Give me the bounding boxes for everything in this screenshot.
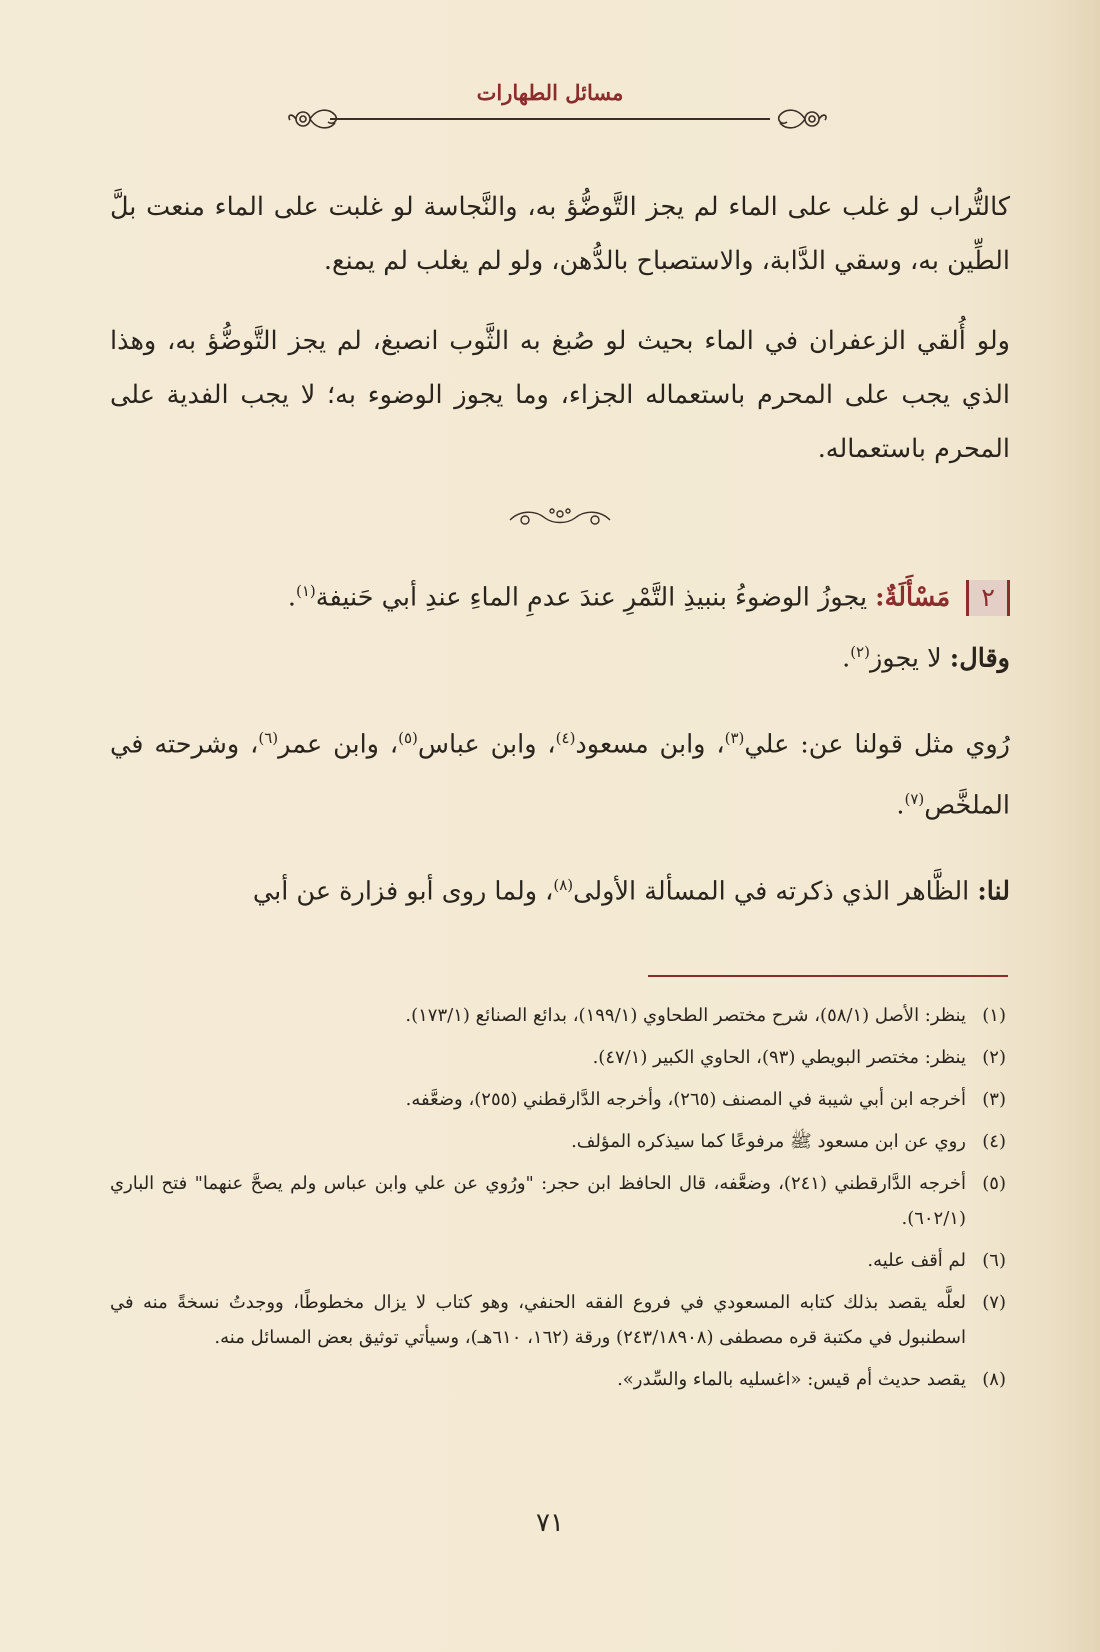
paragraph: ولو أُلقي الزعفران في الماء بحيث لو صُبغ به الثَّوب انصبغ، لم يجز التَّوضُّؤ به، وهذا الذي يجب على المحرم باستعماله الجزاء، وما يجوز الوضوء به؛ لا يجب الفدية على المحرم باستعماله. (110, 326, 1010, 464)
paragraph: كالتُّراب لو غلب على الماء لم يجز التَّوضُّؤ به، والنَّجاسة لو غلبت على الماء منعت بلَّ الطِّين به، وسقي الدَّابة، والاستصباح بالدُّهن، ولو لم يغلب لم يمنع. (110, 192, 1010, 276)
footnote-number: (١) (982, 1005, 1006, 1026)
footnote-ref[interactable]: (٣) (724, 729, 745, 747)
footnote-ref[interactable]: (٦) (258, 729, 279, 747)
issue-heading: ٢ مَسْأَلَةٌ: يجوزُ الوضوءُ بنبيذِ التَّمْرِ عندَ عدمِ الماءِ عندِ أبي حَنيفة$^{(١)}$. (110, 564, 1010, 625)
footnote-ref[interactable]: (٢) (850, 642, 870, 661)
footnote-ref[interactable]: (١) (296, 582, 316, 600)
narrated-paragraph: رُوي مثل قولنا عن: علي$^{(٣)}$، وابن مسعود$^{(٤)}$، وابن عباس$^{(٥)}$، وابن عمر$^{(٦)}$، وشرحته في الملخَّص$^{(٧)}$. (110, 729, 1010, 820)
footnote-number: (٦) (982, 1250, 1006, 1271)
footnote-ref[interactable]: (٤) (555, 729, 576, 747)
footnote-number: (٥) (982, 1173, 1006, 1194)
flourish-icon (505, 502, 615, 532)
footnote-number: (٨) (982, 1369, 1006, 1390)
footnote-item: (٨) يقصد حديث أم قيس: «اغسليه بالماء والسِّدر». (110, 1362, 1006, 1397)
footnote-number: (٧) (982, 1292, 1006, 1313)
footnote-ref[interactable]: (٨) (553, 876, 574, 894)
issue-label: مَسْأَلَةٌ: (875, 582, 951, 613)
section-divider (110, 502, 1010, 542)
footnote-item: (٢) ينظر: مختصر البويطي (٩٣)، الحاوي الكبير (٤٧/١). (110, 1040, 1006, 1075)
page-header (0, 70, 1100, 140)
footnote-ref[interactable]: (٧) (904, 789, 925, 808)
forus-label: لنا: (977, 876, 1010, 907)
issue-number-badge: ٢ (966, 580, 1010, 616)
page-number: ٧١ (536, 1508, 564, 1538)
footnote-number: (٤) (982, 1131, 1006, 1152)
running-title: مسائل الطهارات (476, 80, 624, 105)
footnote-item: (١) ينظر: الأصل (٥٨/١)، شرح مختصر الطحاوي (١٩٩/١)، بدائع الصنائع (١٧٣/١). (110, 998, 1006, 1033)
footnote-item: (٣) أخرجه ابن أبي شيبة في المصنف (٢٦٥)، وأخرجه الدَّارقطني (٢٥٥)، وضعَّفه. (110, 1082, 1006, 1117)
footnote-item: (٦) لم أقف عليه. (110, 1243, 1006, 1278)
said-text: لا يجوز (869, 643, 942, 673)
footnotes (110, 998, 1006, 1404)
scroll-ornament-icon (285, 102, 345, 136)
footnote-item: (٧) لعلَّه يقصد بذلك كتابه المسعودي في فروع الفقه الحنفي، وهو كتاب لا يزال مخطوطًا، ووجدتُ نسخةً منه في اسطنبول في مكتبة قره مصطفى (٢٤٣/١٨٩٠٨) ورقة (١٦٢، ٦١٠هـ)، وسيأتي توثيق بعض المسائل منه. (110, 1285, 1006, 1355)
footnote-separator (648, 975, 1008, 977)
footnote-number: (٢) (982, 1047, 1006, 1068)
issue-statement: يجوزُ الوضوءُ بنبيذِ التَّمْرِ عندَ عدمِ الماءِ عندِ أبي حَنيفة (315, 582, 868, 613)
scroll-ornament-icon (770, 102, 830, 136)
main-text (110, 180, 1010, 945)
footnote-item: (٤) روي عن ابن مسعود ﷺ مرفوعًا كما سيذكره المؤلف. (110, 1124, 1006, 1159)
footnote-number: (٣) (982, 1089, 1006, 1110)
opposing-view: وقال: لا يجوز$^{(٢)}$. (842, 642, 1010, 673)
footnote-ref[interactable]: (٥) (398, 729, 418, 747)
footnote-item: (٥) أخرجه الدَّارقطني (٢٤١)، وضعَّفه، قال الحافظ ابن حجر: "ورُوي عن علي وابن عباس ولم يصحَّ عنهما" فتح الباري (٦٠٢/١). (110, 1166, 1006, 1236)
said-label: وقال: (949, 643, 1010, 673)
evidence-paragraph: لنا: الظَّاهر الذي ذكرته في المسألة الأولى$^{(٨)}$، ولما روى أبو فزارة عن أبي (252, 876, 1010, 907)
header-rule (330, 118, 770, 120)
